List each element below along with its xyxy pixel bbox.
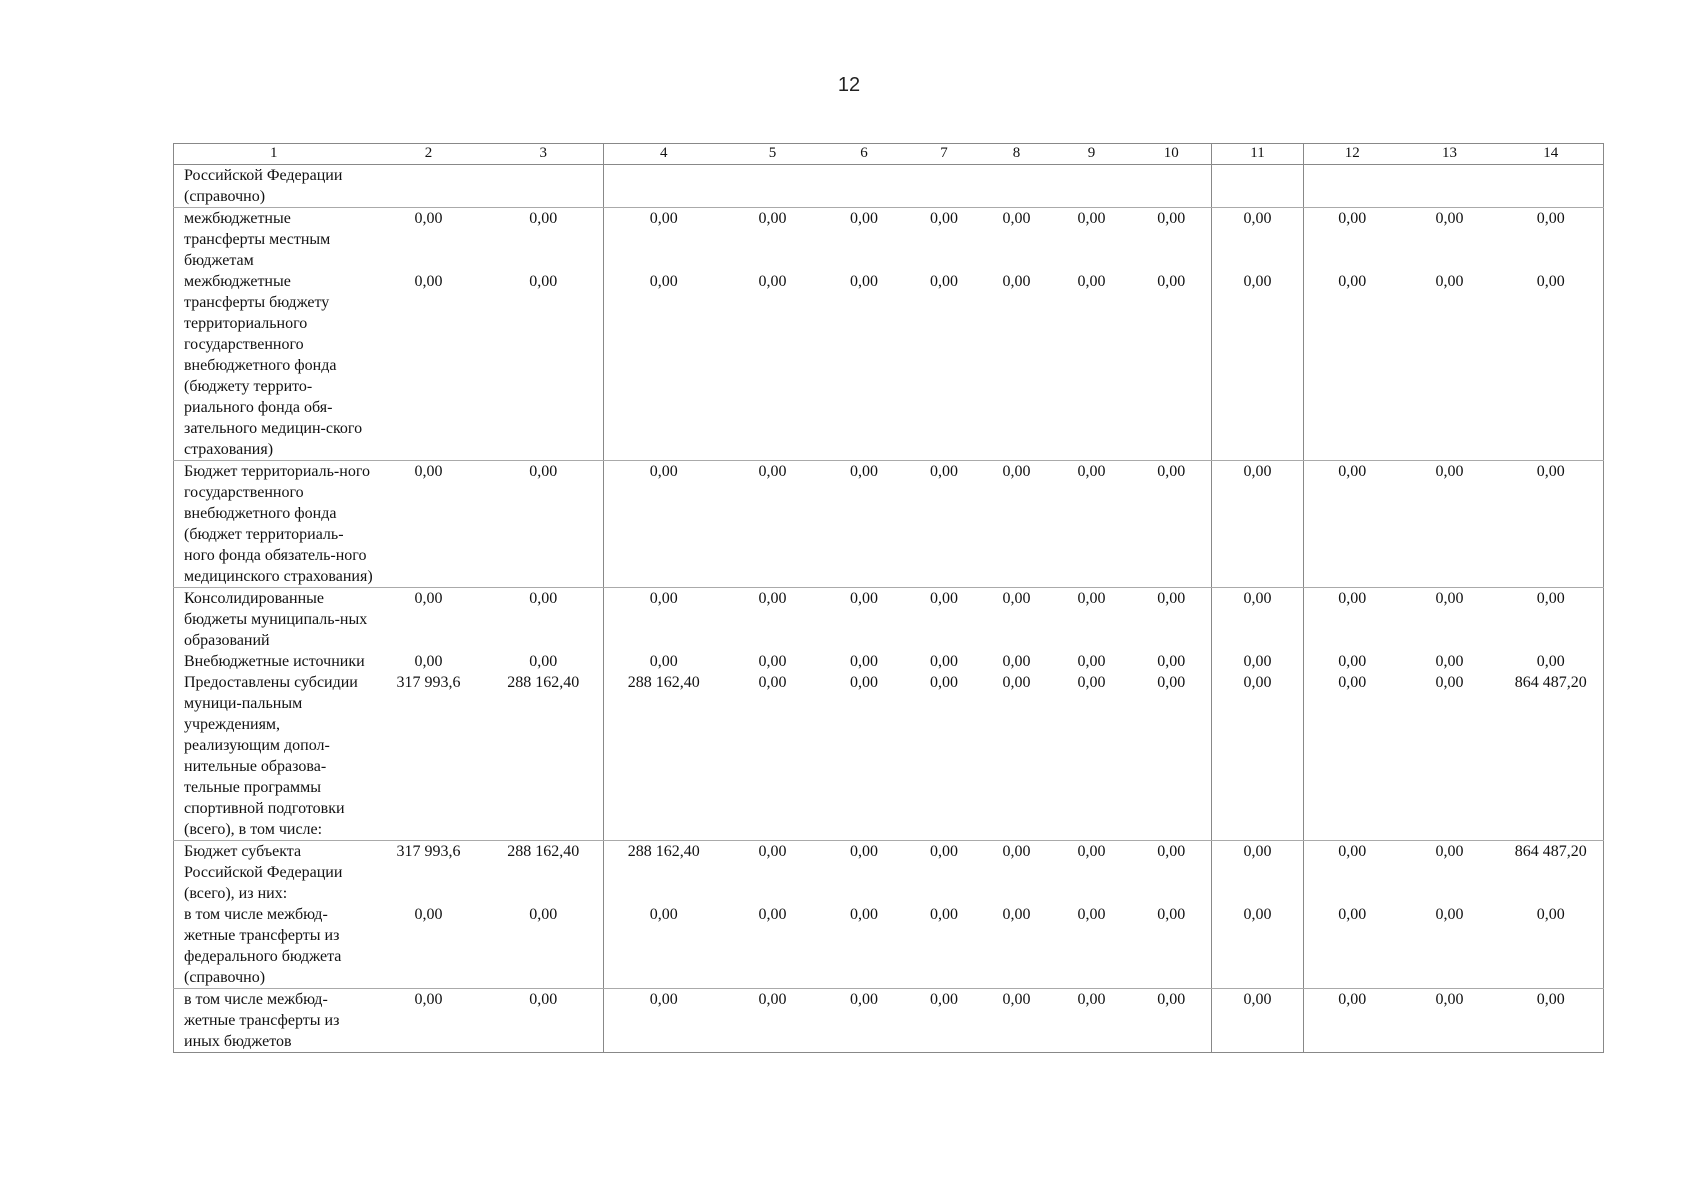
table-cell: 0,00 xyxy=(1002,653,1031,670)
table-cell: 0,00 xyxy=(930,843,958,860)
table-cell: 0,00 xyxy=(484,271,604,461)
table-cell: 0,00 xyxy=(1212,271,1304,461)
table-cell: 0,00 xyxy=(822,461,907,588)
table-cell: 0,00 xyxy=(982,271,1052,461)
table-cell: 0,00 xyxy=(1077,210,1106,227)
table-cell: 0,00 xyxy=(604,651,724,672)
table-cell: 0,00 xyxy=(1132,461,1212,588)
table-cell: 0,00 xyxy=(850,653,878,670)
table-cell xyxy=(374,165,484,208)
row-label: Бюджет территориаль-ного государственного внебюджетного фонда (бюджет территориаль-ного фонда обязатель-ного медицинского страхования) xyxy=(174,461,374,588)
table-cell: 0,00 xyxy=(850,843,878,860)
table-cell: 0,00 xyxy=(758,653,787,670)
table-cell: 0,00 xyxy=(1499,651,1604,672)
table-cell: 0,00 xyxy=(1304,461,1401,588)
table-cell: 0,00 xyxy=(1401,672,1499,841)
table-cell: 0,00 xyxy=(1435,590,1464,607)
table-cell: 0,00 xyxy=(907,461,982,588)
table-cell: 0,00 xyxy=(1435,210,1464,227)
table-cell: 0,00 xyxy=(982,672,1052,841)
table-cell: 317 993,6 xyxy=(396,843,461,860)
table-cell xyxy=(1401,165,1499,208)
table-cell: 0,00 xyxy=(1401,271,1499,461)
table-cell: 0,00 xyxy=(1157,653,1186,670)
table-cell: 0,00 xyxy=(1304,672,1401,841)
table-cell: 0,00 xyxy=(1499,461,1604,588)
table-cell: 0,00 xyxy=(374,461,484,588)
table-cell: 0,00 xyxy=(604,208,724,272)
table-cell xyxy=(1304,165,1401,208)
table-cell: 0,00 xyxy=(850,210,878,227)
table-cell xyxy=(822,165,907,208)
table-cell: 0,00 xyxy=(604,461,724,588)
table-cell: 0,00 xyxy=(1499,588,1604,652)
table-cell: 0,00 xyxy=(850,590,878,607)
table-cell xyxy=(724,165,822,208)
column-header: 5 xyxy=(724,144,822,165)
table-cell: 0,00 xyxy=(1157,210,1186,227)
table-cell: 0,00 xyxy=(374,904,484,989)
table-cell: 0,00 xyxy=(1212,651,1304,672)
table-cell: 0,00 xyxy=(1401,904,1499,989)
row-label: Внебюджетные источники xyxy=(174,651,374,672)
table-cell: 0,00 xyxy=(1304,989,1401,1053)
table-cell: 0,00 xyxy=(724,904,822,989)
row-label: Российской Федерации (справочно) xyxy=(174,165,374,208)
row-label: межбюджетные трансферты местным бюджетам xyxy=(174,208,374,272)
table-cell: 0,00 xyxy=(1212,461,1304,588)
table-cell xyxy=(1052,165,1132,208)
table-cell: 0,00 xyxy=(1212,904,1304,989)
table-cell: 0,00 xyxy=(1499,208,1604,272)
table-cell: 0,00 xyxy=(1212,841,1304,905)
row-label: Бюджет субъекта Российской Федерации (всего), из них: xyxy=(174,841,374,905)
table-cell: 0,00 xyxy=(414,653,443,670)
table-body xyxy=(174,144,1604,1053)
table-cell: 0,00 xyxy=(724,271,822,461)
table-row xyxy=(174,841,1604,905)
table-cell: 0,00 xyxy=(604,588,724,652)
table-cell: 0,00 xyxy=(1401,461,1499,588)
table-cell: 0,00 xyxy=(484,989,604,1053)
table-cell: 0,00 xyxy=(1077,843,1106,860)
table-cell: 0,00 xyxy=(1304,904,1401,989)
table-row xyxy=(174,672,1604,841)
table-cell: 0,00 xyxy=(724,672,822,841)
column-header: 2 xyxy=(374,144,484,165)
table-row xyxy=(174,271,1604,461)
column-header: 11 xyxy=(1212,144,1304,165)
table-cell: 288 162,40 xyxy=(604,672,724,841)
table-cell: 0,00 xyxy=(982,989,1052,1053)
row-label: межбюджетные трансферты бюджету территориального государственного внебюджетного фонда (бюджету террито-риального фонда обя-зательного медицин-ского страхования) xyxy=(174,271,374,461)
table-cell: 0,00 xyxy=(930,653,958,670)
table-cell: 0,00 xyxy=(1132,672,1212,841)
table-cell: 0,00 xyxy=(1499,904,1604,989)
table-cell: 0,00 xyxy=(1002,590,1031,607)
table-cell: 0,00 xyxy=(1002,843,1031,860)
table-cell: 0,00 xyxy=(1435,653,1464,670)
table-cell: 288 162,40 xyxy=(507,843,580,860)
table-cell xyxy=(604,165,724,208)
table-cell: 0,00 xyxy=(1212,588,1304,652)
table-cell: 0,00 xyxy=(604,271,724,461)
table-cell: 288 162,40 xyxy=(484,672,604,841)
table-cell: 0,00 xyxy=(1052,989,1132,1053)
table-cell: 0,00 xyxy=(1052,672,1132,841)
table-cell: 0,00 xyxy=(724,461,822,588)
table-cell: 317 993,6 xyxy=(374,672,484,841)
column-header: 3 xyxy=(484,144,604,165)
table-cell: 864 487,20 xyxy=(1499,841,1604,905)
row-label: Консолидированные бюджеты муниципаль-ных образований xyxy=(174,588,374,652)
table-cell: 0,00 xyxy=(822,904,907,989)
table-row xyxy=(174,208,1604,272)
column-header: 9 xyxy=(1052,144,1132,165)
table-cell: 0,00 xyxy=(907,271,982,461)
table-cell: 0,00 xyxy=(1132,271,1212,461)
row-label: Предоставлены субсидии муници-пальным учреждениям, реализующим допол-нительные образова-тельные программы спортивной подготовки (всего), в том числе: xyxy=(174,672,374,841)
table-cell: 0,00 xyxy=(1157,843,1186,860)
table-cell: 0,00 xyxy=(758,843,787,860)
table-cell: 0,00 xyxy=(758,210,787,227)
table-cell: 0,00 xyxy=(1132,989,1212,1053)
column-header: 6 xyxy=(822,144,907,165)
column-header: 8 xyxy=(982,144,1052,165)
table-cell xyxy=(1499,165,1604,208)
table-cell: 0,00 xyxy=(1304,588,1401,652)
table-cell: 0,00 xyxy=(1052,271,1132,461)
row-label: в том числе межбюд-жетные трансферты из иных бюджетов xyxy=(174,989,374,1053)
column-header: 13 xyxy=(1401,144,1499,165)
table-cell: 0,00 xyxy=(982,904,1052,989)
column-header: 1 xyxy=(174,144,374,165)
table-cell: 864 487,20 xyxy=(1499,672,1604,841)
page-number: 12 xyxy=(837,74,861,96)
table-cell: 0,00 xyxy=(604,989,724,1053)
table-cell: 0,00 xyxy=(907,904,982,989)
table-cell: 0,00 xyxy=(1212,989,1304,1053)
table-cell: 0,00 xyxy=(1304,271,1401,461)
table-cell: 0,00 xyxy=(1157,590,1186,607)
table-cell: 0,00 xyxy=(529,590,558,607)
table-cell: 0,00 xyxy=(1304,651,1401,672)
table-cell xyxy=(1132,165,1212,208)
table-cell: 0,00 xyxy=(374,271,484,461)
table-cell: 0,00 xyxy=(484,461,604,588)
budget-table xyxy=(173,143,1604,1053)
table-header-row xyxy=(174,144,1604,165)
table-cell: 0,00 xyxy=(529,653,558,670)
table-cell: 0,00 xyxy=(907,989,982,1053)
table-row xyxy=(174,651,1604,672)
table-cell: 0,00 xyxy=(1401,989,1499,1053)
table-row xyxy=(174,904,1604,989)
table-cell: 0,00 xyxy=(1212,672,1304,841)
table-cell: 0,00 xyxy=(930,590,958,607)
table-cell: 0,00 xyxy=(529,210,558,227)
table-cell: 0,00 xyxy=(604,904,724,989)
row-label: в том числе межбюд-жетные трансферты из федерального бюджета (справочно) xyxy=(174,904,374,989)
table-cell: 0,00 xyxy=(1212,208,1304,272)
column-header: 10 xyxy=(1132,144,1212,165)
table-cell: 0,00 xyxy=(1052,461,1132,588)
table-cell: 0,00 xyxy=(1077,590,1106,607)
table-cell: 0,00 xyxy=(1304,841,1401,905)
table-cell: 0,00 xyxy=(1002,210,1031,227)
table-row xyxy=(174,588,1604,652)
table-cell: 0,00 xyxy=(1499,989,1604,1053)
column-header: 4 xyxy=(604,144,724,165)
table-cell: 0,00 xyxy=(822,672,907,841)
table-cell: 0,00 xyxy=(930,210,958,227)
table-cell: 0,00 xyxy=(374,989,484,1053)
table-cell: 0,00 xyxy=(484,904,604,989)
table-row xyxy=(174,165,1604,208)
table-cell: 288 162,40 xyxy=(604,841,724,905)
table-cell: 0,00 xyxy=(982,461,1052,588)
table-cell xyxy=(982,165,1052,208)
table-row xyxy=(174,989,1604,1053)
table-cell xyxy=(907,165,982,208)
table-cell: 0,00 xyxy=(724,989,822,1053)
table-cell xyxy=(1212,165,1304,208)
table-cell: 0,00 xyxy=(1132,904,1212,989)
table-cell: 0,00 xyxy=(1435,843,1464,860)
column-header: 14 xyxy=(1499,144,1604,165)
table-row xyxy=(174,461,1604,588)
table-cell: 0,00 xyxy=(758,590,787,607)
table-cell: 0,00 xyxy=(822,271,907,461)
column-header: 12 xyxy=(1304,144,1401,165)
table-cell: 0,00 xyxy=(907,672,982,841)
table-cell: 0,00 xyxy=(1304,208,1401,272)
table-cell: 0,00 xyxy=(414,210,443,227)
table-cell: 0,00 xyxy=(1499,271,1604,461)
column-header: 7 xyxy=(907,144,982,165)
table-cell: 0,00 xyxy=(822,989,907,1053)
table-cell: 0,00 xyxy=(1077,653,1106,670)
table-cell: 0,00 xyxy=(414,590,443,607)
table-cell: 0,00 xyxy=(1052,904,1132,989)
table-cell xyxy=(484,165,604,208)
